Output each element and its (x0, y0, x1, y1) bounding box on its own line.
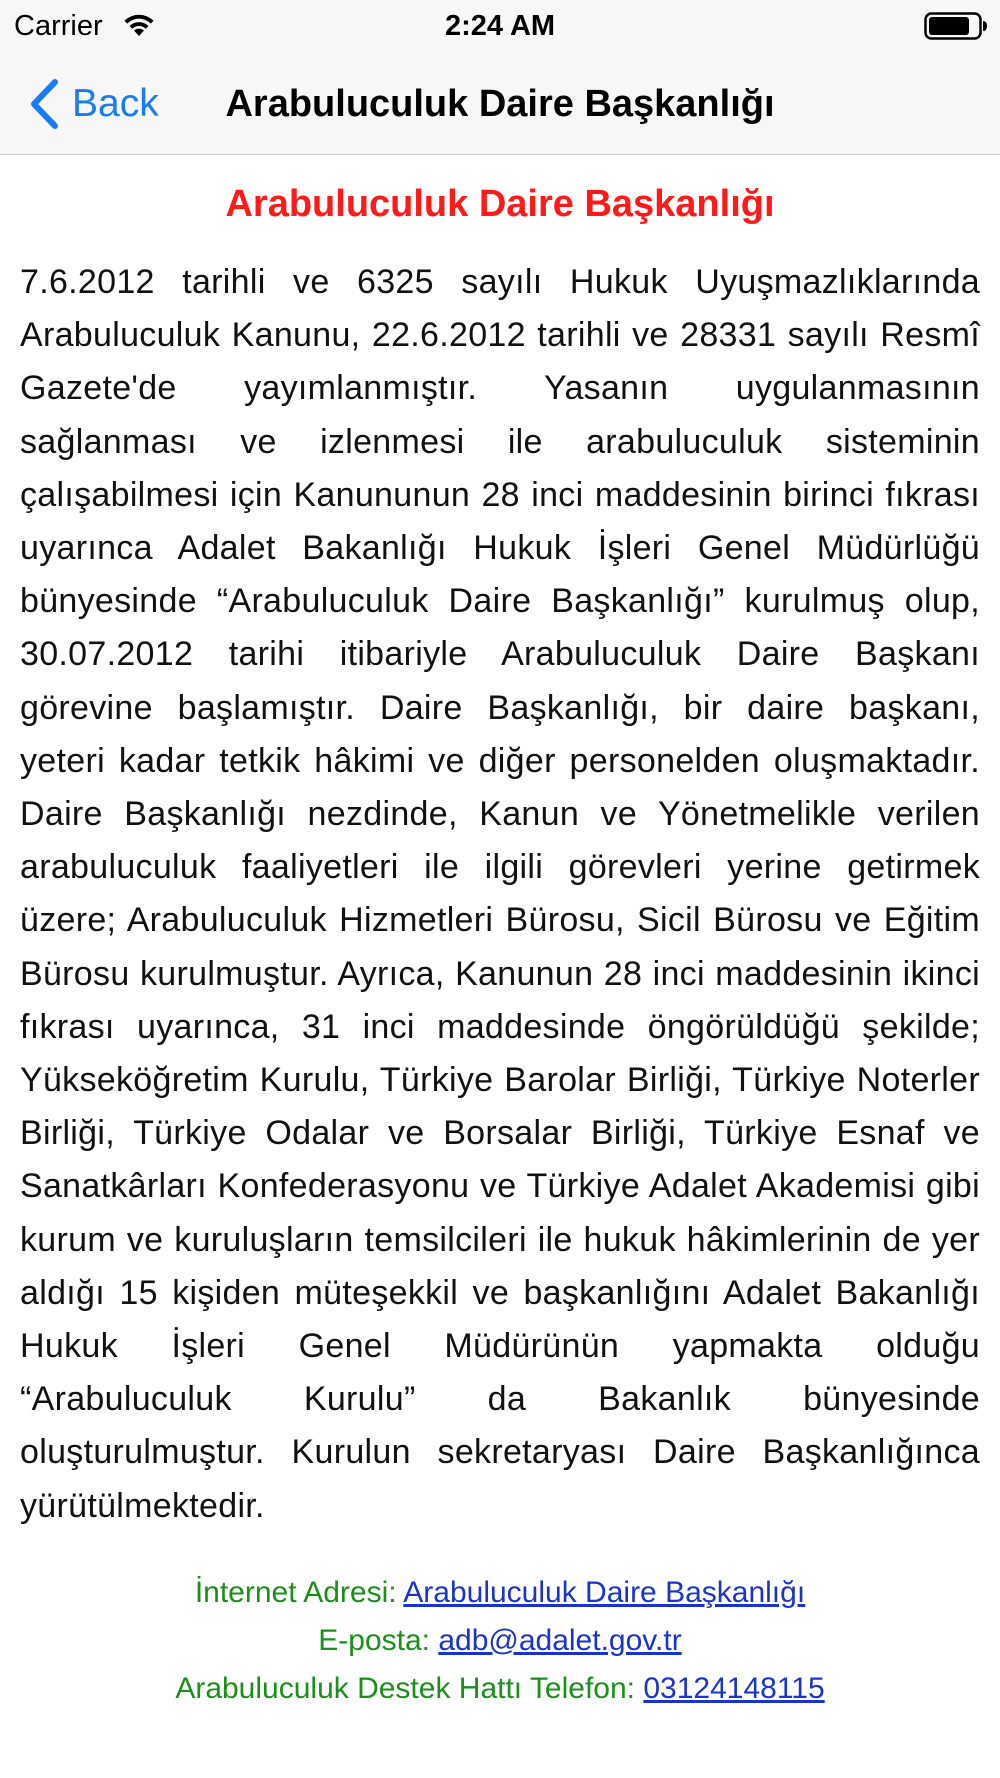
nav-title (0, 74, 1000, 134)
contact-block (20, 1569, 980, 1713)
email-link[interactable]: adb@adalet.gov.tr (438, 1623, 682, 1657)
navigation-bar (0, 52, 1000, 155)
status-time: 2:24 AM (444, 10, 556, 42)
phone-link[interactable]: 03124148115 (643, 1671, 825, 1705)
phone-row (20, 1665, 980, 1713)
phone-label: Arabuluculuk Destek Hattı Telefon: (175, 1671, 644, 1705)
email-label: E-posta: (318, 1623, 439, 1657)
internet-link[interactable]: Arabuluculuk Daire Başkanlığı (403, 1575, 806, 1609)
internet-row (20, 1569, 980, 1617)
back-label: Back (72, 82, 159, 125)
carrier-label: Carrier (14, 10, 103, 42)
internet-label: İnternet Adresi: (194, 1575, 404, 1609)
body-text: 7.6.2012 tarihli ve 6325 sayılı Hukuk Uyuşmazlıklarında Arabuluculuk Kanunu, 22.6.2012 tarihli ve 28331 sayılı Resmî Gazete'de yayımlanmıştır. Yasanın uygulanmasının sağlanması ve izlenmesi ile arabuluculuk sisteminin çalışabilmesi için Kanununun 28 inci maddesinin birinci fıkrası uyarınca Adalet Bakanlığı Hukuk İşleri Genel Müdürlüğü bünyesinde “Arabuluculuk Daire Başkanlığı” kurulmuş olup, 30.07.2012 tarihi itibariyle Arabuluculuk Daire Başkanı görevine başlamıştır. Daire Başkanlığı, bir daire başkanı, yeteri kadar tetkik hâkimi ve diğer personelden oluşmaktadır. Daire Başkanlığı nezdinde, Kanun ve Yönetmelikle verilen arabuluculuk faaliyetleri ile ilgili görevleri yerine getirmek üzere; Arabuluculuk Hizmetleri Bürosu, Sicil Bürosu ve Eğitim Bürosu kurulmuştur. Ayrıca, Kanunun 28 inci maddesinin ikinci fıkrası uyarınca, 31 inci maddesinde öngörüldüğü şekilde; Yükseköğretim Kurulu, Türkiye Barolar Birliği, Türkiye Noterler Birliği, Türkiye Odalar ve Borsalar Birliği, Türkiye Esnaf ve Sanatkârları Konfederasyonu ve Türkiye Adalet Akademisi gibi kurum ve kuruluşların temsilcileri ile hukuk hâkimlerinin de yer aldığı 15 kişiden müteşekkil ve başkanlığını Adalet Bakanlığı Hukuk İşleri Genel Müdürünün yapmakta olduğu “Arabuluculuk Kurulu” da Bakanlık bünyesinde oluşturulmuştur. Kurulun sekretaryası Daire Başkanlığınca yürütülmektedir. (20, 263, 980, 1525)
content-area (20, 156, 980, 1713)
battery-icon (924, 11, 988, 41)
page-heading: Arabuluculuk Daire Başkanlığı (225, 183, 775, 225)
email-row (20, 1617, 980, 1665)
nav-title-text: Arabuluculuk Daire Başkanlığı (225, 83, 775, 125)
status-bar (0, 0, 1000, 52)
